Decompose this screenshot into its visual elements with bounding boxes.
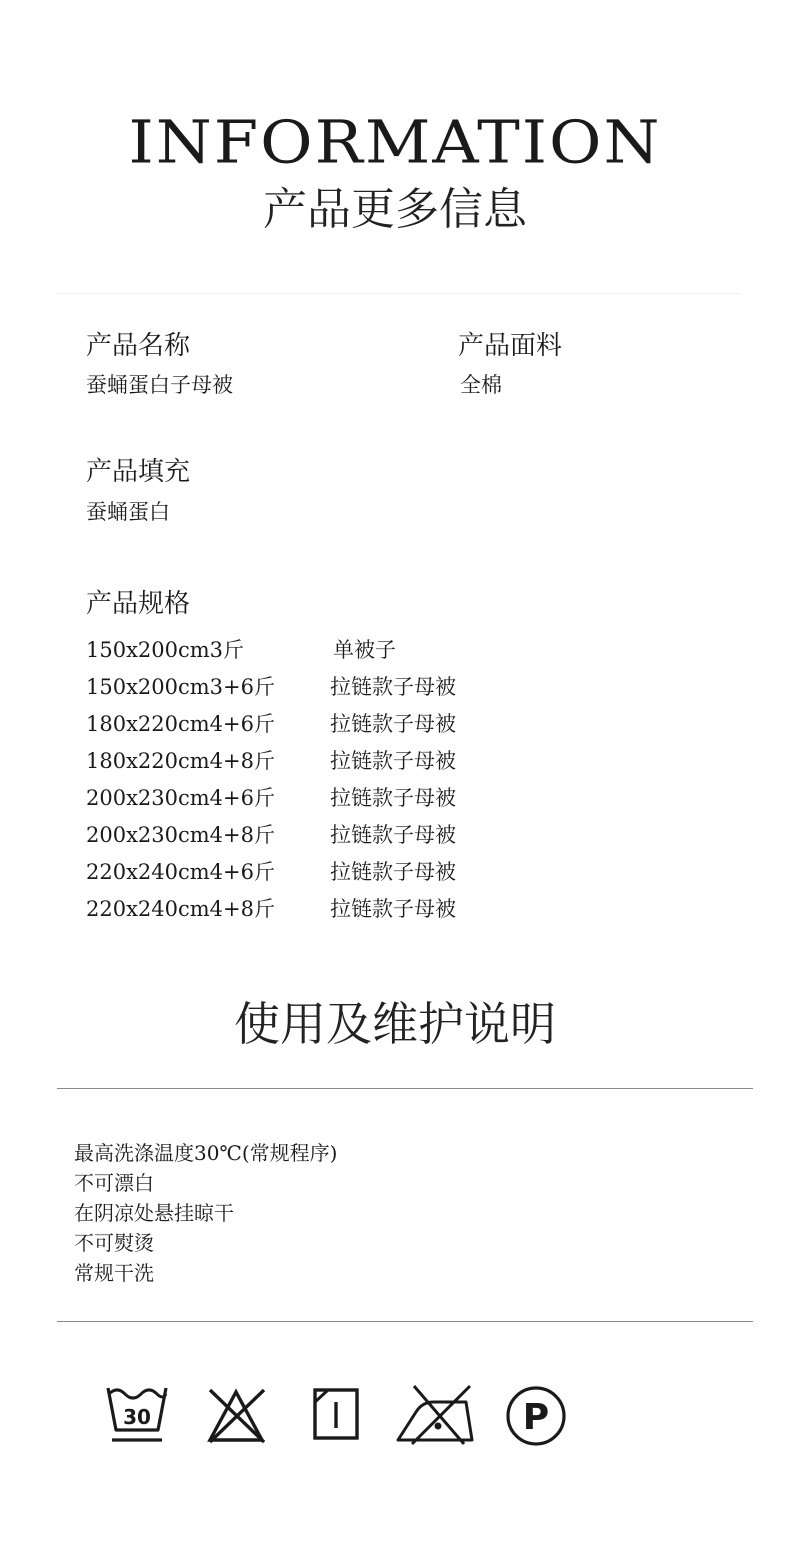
dry-clean-letter: P: [522, 1397, 550, 1438]
spec-size: 220x240cm4+8斤: [86, 896, 275, 921]
spec-list: [86, 630, 586, 926]
product-filling-label: 产品填充: [86, 457, 191, 487]
product-fabric-label: 产品面料: [458, 331, 563, 361]
product-filling-value: 蚕蛹蛋白: [86, 500, 170, 524]
spec-type: 拉链款子母被: [330, 748, 456, 773]
spec-type: 拉链款子母被: [330, 674, 456, 699]
spec-row: [86, 815, 586, 852]
spec-size: 150x200cm3+6斤: [86, 674, 275, 699]
product-name-label: 产品名称: [86, 331, 191, 361]
care-icons: [100, 1382, 580, 1452]
care-instructions: [74, 1138, 337, 1288]
divider-care-top: [57, 1088, 753, 1089]
spec-size: 200x230cm4+6斤: [86, 785, 275, 810]
spec-row: [86, 778, 586, 815]
spec-size: 150x200cm3斤: [86, 637, 245, 662]
spec-size: 180x220cm4+6斤: [86, 711, 275, 736]
line-dry-shade-icon: [312, 1382, 362, 1446]
spec-type: 拉链款子母被: [330, 896, 456, 921]
spec-type: 拉链款子母被: [330, 711, 456, 736]
care-instruction: 不可漂白: [74, 1171, 154, 1195]
spec-row: [86, 704, 586, 741]
spec-row: [86, 630, 586, 667]
care-instruction: 在阴凉处悬挂晾干: [74, 1201, 234, 1225]
divider-top: [56, 293, 740, 294]
product-name-value: 蚕蛹蛋白子母被: [86, 373, 233, 397]
title-english: INFORMATION: [128, 108, 662, 178]
care-instruction: 最高洗涤温度30℃(常规程序): [74, 1141, 338, 1165]
no-bleach-icon: [204, 1382, 268, 1446]
product-spec-label: 产品规格: [86, 589, 191, 619]
care-title: 使用及维护说明: [234, 997, 556, 1051]
spec-size: 220x240cm4+6斤: [86, 859, 275, 884]
care-instruction: 不可熨烫: [74, 1231, 154, 1255]
spec-row: [86, 889, 586, 926]
spec-row: [86, 852, 586, 889]
spec-type: 单被子: [333, 637, 396, 662]
spec-row: [86, 741, 586, 778]
spec-row: [86, 667, 586, 704]
no-iron-icon: [394, 1382, 476, 1446]
care-instruction: 常规干洗: [74, 1261, 154, 1285]
wash-temperature-text: 30: [123, 1405, 151, 1429]
dry-clean-p-icon: [504, 1382, 568, 1446]
title-chinese: 产品更多信息: [263, 184, 527, 235]
spec-type: 拉链款子母被: [330, 822, 456, 847]
product-fabric-value: 全棉: [460, 373, 502, 397]
spec-size: 180x220cm4+8斤: [86, 748, 275, 773]
wash-30-icon: [104, 1382, 170, 1446]
spec-type: 拉链款子母被: [330, 785, 456, 810]
spec-type: 拉链款子母被: [330, 859, 456, 884]
spec-size: 200x230cm4+8斤: [86, 822, 275, 847]
divider-care-bottom: [57, 1321, 753, 1322]
